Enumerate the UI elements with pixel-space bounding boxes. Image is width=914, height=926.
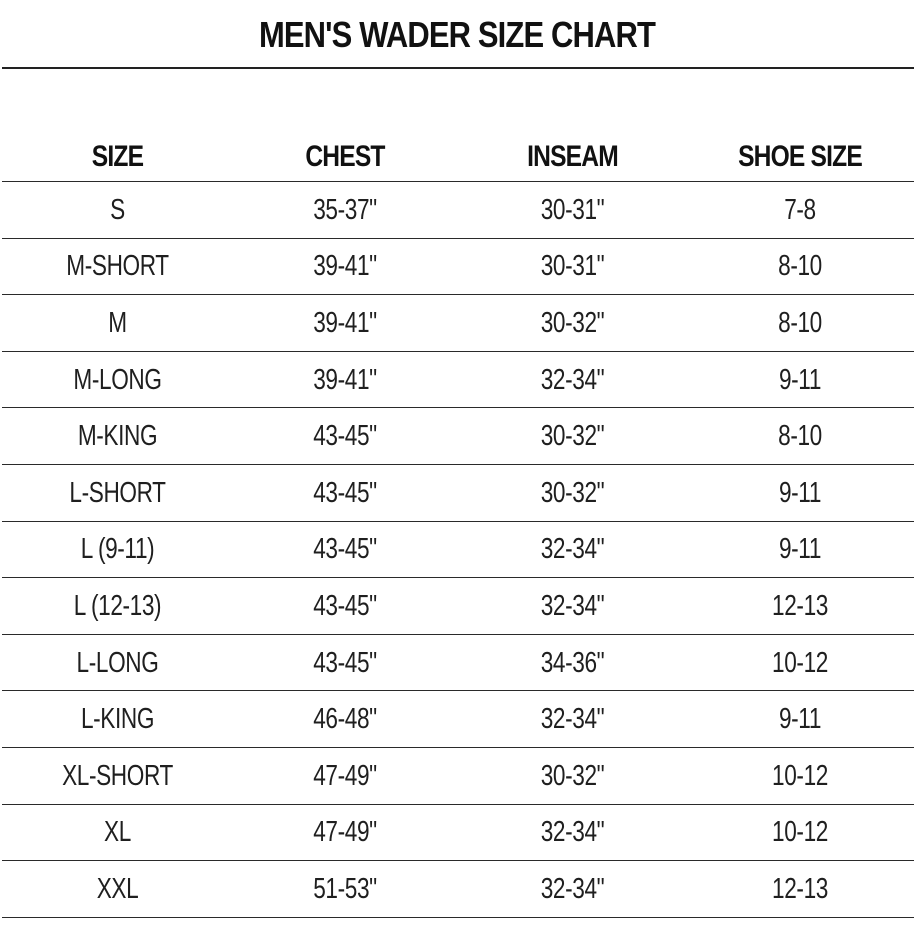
- cell-inseam: 30-32": [540, 759, 605, 792]
- cell-shoe-size: 9-11: [778, 363, 822, 396]
- cell-size: XXL: [96, 872, 139, 905]
- table-row: [0, 748, 914, 805]
- cell-size: L-KING: [80, 703, 155, 736]
- cell-shoe-size: 12-13: [772, 589, 828, 622]
- cell-inseam: 34-36": [540, 646, 605, 679]
- cell-inseam: 30-32": [540, 306, 605, 339]
- cell-chest: 43-45": [313, 533, 377, 566]
- cell-shoe-size: 9-11: [778, 476, 822, 509]
- cell-chest: 39-41": [313, 306, 377, 339]
- table-row: [0, 635, 914, 692]
- cell-shoe-size: 9-11: [778, 533, 822, 566]
- cell-inseam: 32-34": [540, 872, 605, 905]
- cell-inseam: 32-34": [540, 589, 605, 622]
- column-header-chest: CHEST: [305, 140, 385, 173]
- cell-size: M-KING: [77, 420, 158, 453]
- table-row: [0, 805, 914, 862]
- cell-shoe-size: 8-10: [778, 250, 822, 283]
- cell-size: L-SHORT: [69, 476, 166, 509]
- cell-chest: 35-37": [313, 193, 377, 226]
- cell-shoe-size: 12-13: [772, 872, 828, 905]
- cell-chest: 39-41": [313, 363, 377, 396]
- table-row: [0, 408, 914, 465]
- cell-chest: 43-45": [313, 476, 377, 509]
- cell-chest: 43-45": [313, 646, 377, 679]
- column-header-inseam: INSEAM: [527, 140, 618, 173]
- cell-shoe-size: 8-10: [778, 420, 822, 453]
- cell-size: M: [108, 306, 127, 339]
- table-row: [0, 465, 914, 522]
- table-row: [0, 182, 914, 239]
- table-row: [0, 352, 914, 409]
- cell-inseam: 30-31": [540, 193, 605, 226]
- cell-chest: 46-48": [313, 703, 377, 736]
- cell-shoe-size: 10-12: [772, 646, 828, 679]
- cell-size: XL: [104, 816, 131, 849]
- table-row: [0, 691, 914, 748]
- cell-inseam: 32-34": [540, 533, 605, 566]
- table-row: [0, 522, 914, 579]
- cell-inseam: 30-32": [540, 420, 605, 453]
- cell-size: L-LONG: [76, 646, 159, 679]
- cell-chest: 51-53": [313, 872, 377, 905]
- size-table: [0, 128, 914, 918]
- cell-shoe-size: 10-12: [772, 759, 828, 792]
- cell-shoe-size: 10-12: [772, 816, 828, 849]
- cell-inseam: 32-34": [540, 703, 605, 736]
- cell-shoe-size: 8-10: [778, 306, 822, 339]
- cell-shoe-size: 7-8: [784, 193, 816, 226]
- cell-size: L (12-13): [73, 589, 162, 622]
- column-header-size: SIZE: [91, 140, 144, 173]
- cell-size: M-SHORT: [66, 250, 169, 283]
- cell-shoe-size: 9-11: [778, 703, 822, 736]
- cell-size: XL-SHORT: [62, 759, 173, 792]
- cell-chest: 39-41": [313, 250, 377, 283]
- cell-chest: 47-49": [313, 759, 377, 792]
- cell-inseam: 32-34": [540, 816, 605, 849]
- cell-inseam: 30-32": [540, 476, 605, 509]
- page-title: MEN'S WADER SIZE CHART: [258, 14, 656, 55]
- cell-size: M-LONG: [73, 363, 162, 396]
- cell-inseam: 32-34": [540, 363, 605, 396]
- table-row: [0, 295, 914, 352]
- title-divider: [2, 67, 914, 69]
- cell-chest: 43-45": [313, 589, 377, 622]
- cell-chest: 47-49": [313, 816, 377, 849]
- column-header-shoe-size: SHOE SIZE: [738, 140, 862, 173]
- table-header-row: [0, 128, 914, 182]
- cell-inseam: 30-31": [540, 250, 605, 283]
- cell-chest: 43-45": [313, 420, 377, 453]
- table-row: [0, 861, 914, 918]
- cell-size: S: [110, 193, 125, 226]
- table-row: [0, 578, 914, 635]
- table-row: [0, 239, 914, 296]
- cell-size: L (9-11): [80, 533, 155, 566]
